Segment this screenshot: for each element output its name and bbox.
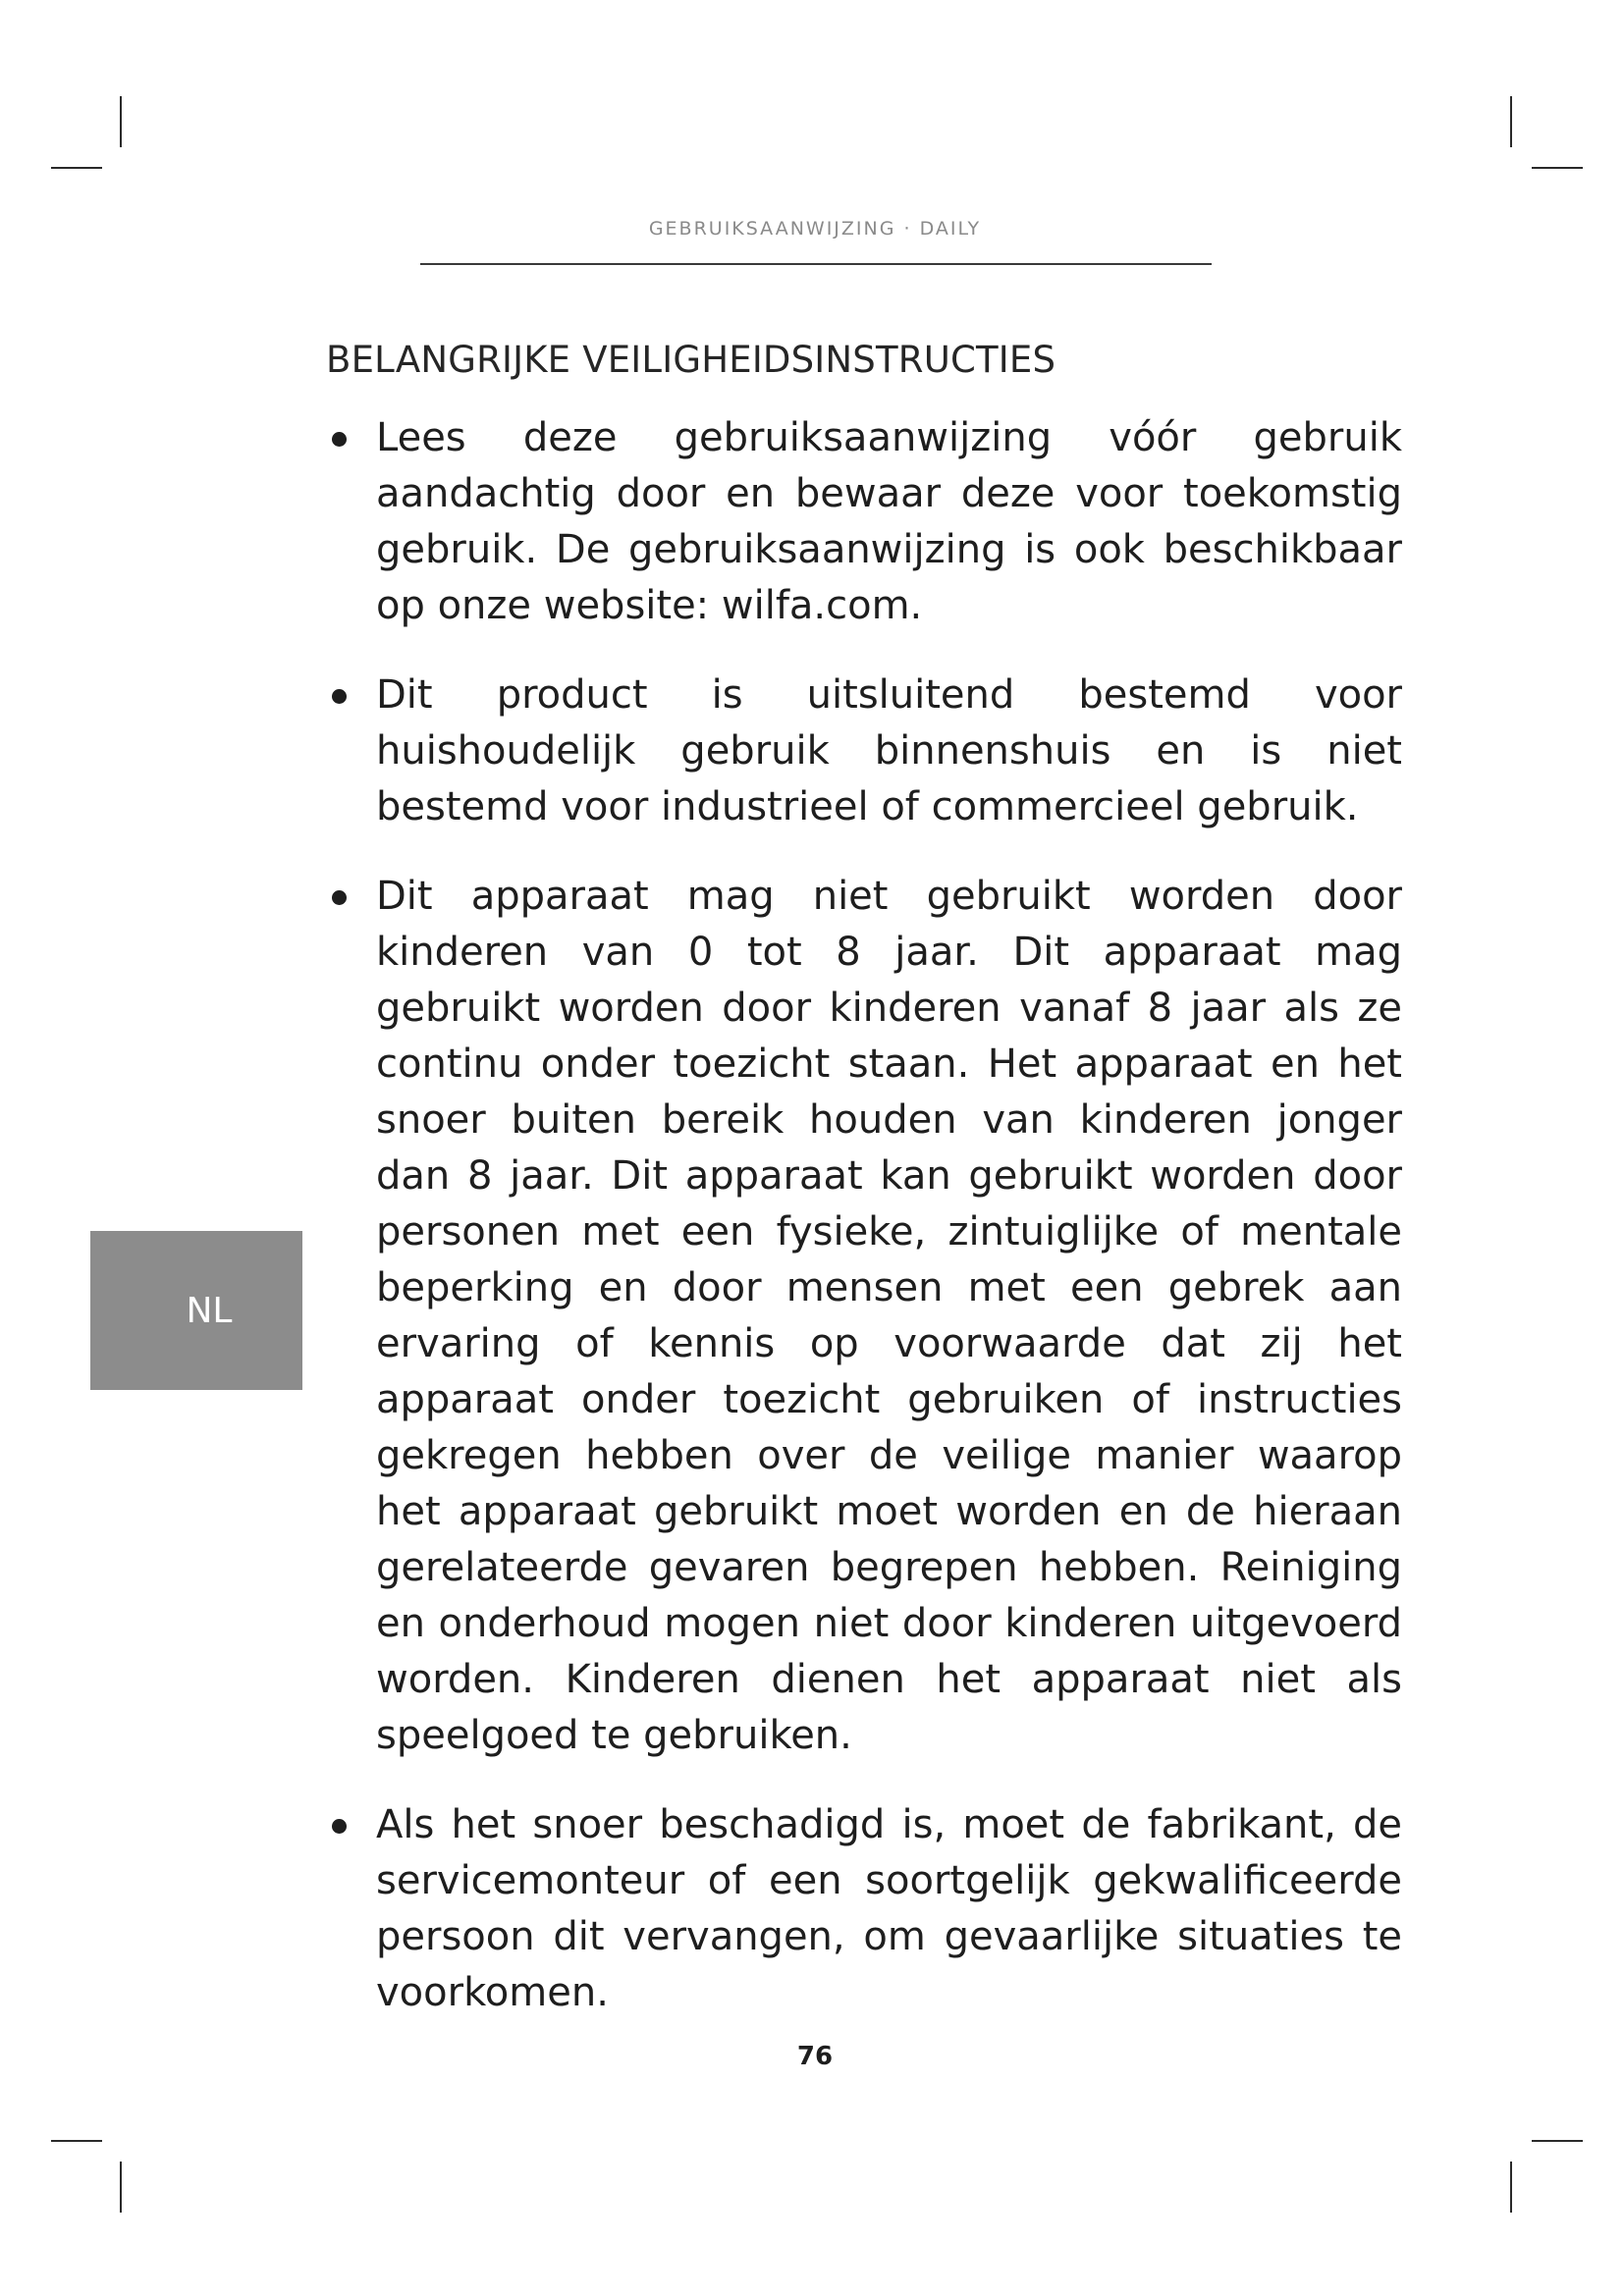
safety-instructions-list xyxy=(326,410,1404,2055)
bullet-icon xyxy=(332,432,347,447)
bullet-icon xyxy=(332,689,347,704)
list-item-text: Dit product is uitsluitend bestemd voor huishoudelijk gebruik binnenshuis en is niet bestemd voor industrieel of commercieel gebruik. xyxy=(376,672,1402,829)
list-item-text: Dit apparaat mag niet gebruikt worden door kinderen van 0 tot 8 jaar. Dit apparaat mag gebruikt worden door kinderen vanaf 8 jaar als ze continu onder toezicht staan. Het apparaat en het snoer buiten bereik houden van kinderen jonger dan 8 jaar. Dit apparaat kan gebruikt worden door personen met een fysieke, zintuiglijke of mentale beperking en door mensen met een gebrek aan ervaring of kennis op voorwaarde dat zij het apparaat onder toezicht gebruiken of instructies gekregen hebben over de veilige manier waarop het apparaat gebruikt moet worden en de hieraan gerelateerde gevaren begrepen hebben. Reiniging en onderhoud mogen niet door kinderen uitgevoerd worden. Kinderen dienen het apparaat niet als speelgoed te gebruiken. xyxy=(376,874,1402,1758)
language-tab-label: NL xyxy=(186,1290,233,1331)
crop-mark xyxy=(1510,96,1512,147)
bullet-icon xyxy=(332,1819,347,1834)
list-item xyxy=(326,667,1402,835)
list-item-text: Als het snoer beschadigd is, moet de fabrikant, de servicemonteur of een soortgelijk gekwalificeerde persoon dit vervangen, om gevaarlijke situaties te voorkomen. xyxy=(376,1802,1402,2015)
crop-mark xyxy=(51,2140,102,2142)
crop-mark xyxy=(120,2162,122,2213)
list-item xyxy=(326,1797,1402,2021)
crop-mark xyxy=(1510,2162,1512,2213)
list-item xyxy=(326,410,1402,634)
language-tab xyxy=(90,1231,302,1390)
crop-mark xyxy=(51,167,102,169)
page-number: 76 xyxy=(796,2042,834,2071)
crop-mark xyxy=(120,96,122,147)
bullet-icon xyxy=(332,890,347,905)
crop-mark xyxy=(1532,2140,1583,2142)
section-title: BELANGRIJKE VEILIGHEIDSINSTRUCTIES xyxy=(326,339,1056,381)
crop-mark xyxy=(1532,167,1583,169)
list-item xyxy=(326,869,1402,1764)
header-rule xyxy=(420,263,1212,265)
list-item-text: Lees deze gebruiksaanwijzing vóór gebruik aandachtig door en bewaar deze voor toekomstig gebruik. De gebruiksaanwijzing is ook beschikbaar op onze website: wilfa.com. xyxy=(376,415,1402,628)
running-header: GEBRUIKSAANWIJZING · DAILY xyxy=(648,218,982,240)
